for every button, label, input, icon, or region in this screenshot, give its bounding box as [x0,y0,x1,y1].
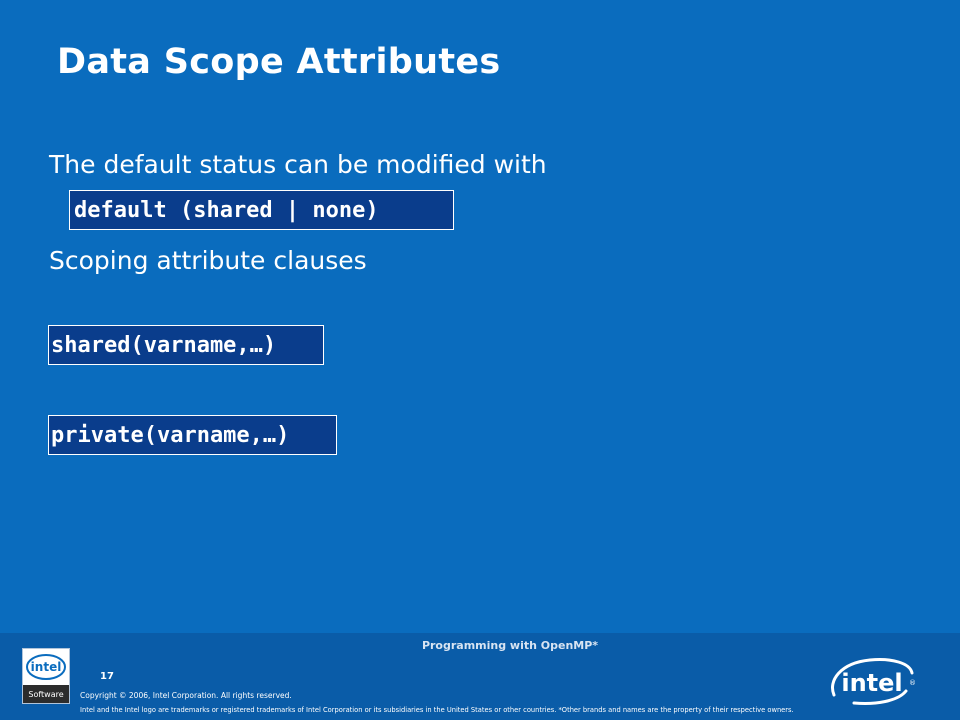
badge-software-label: Software [23,685,69,703]
code-default-clause: default (shared | none) [69,190,454,230]
svg-text:intel: intel [30,660,62,674]
intel-logo-icon [826,649,918,709]
page-number: 17 [100,671,114,682]
intel-software-badge [22,648,70,704]
code-private-clause: private(varname,…) [48,415,337,455]
body-text-scoping-clauses: Scoping attribute clauses [49,246,367,275]
copyright-notice: Copyright © 2006, Intel Corporation. All rights reserved. [80,691,292,700]
svg-text:®: ® [909,679,916,687]
svg-text:intel: intel [841,669,903,697]
slide-footer [0,633,960,720]
footer-title: Programming with OpenMP* [421,639,599,652]
code-shared-clause: shared(varname,…) [48,325,324,365]
body-text-default-status: The default status can be modified with [49,150,547,179]
intel-badge-logo-icon [23,649,69,683]
trademark-notice: Intel and the Intel logo are trademarks or registered trademarks of Intel Corporation or its subsidiaries in the United States or other countries. *Other brands and names are the property of their respective owners. [80,706,794,714]
slide-title: Data Scope Attributes [57,42,501,82]
